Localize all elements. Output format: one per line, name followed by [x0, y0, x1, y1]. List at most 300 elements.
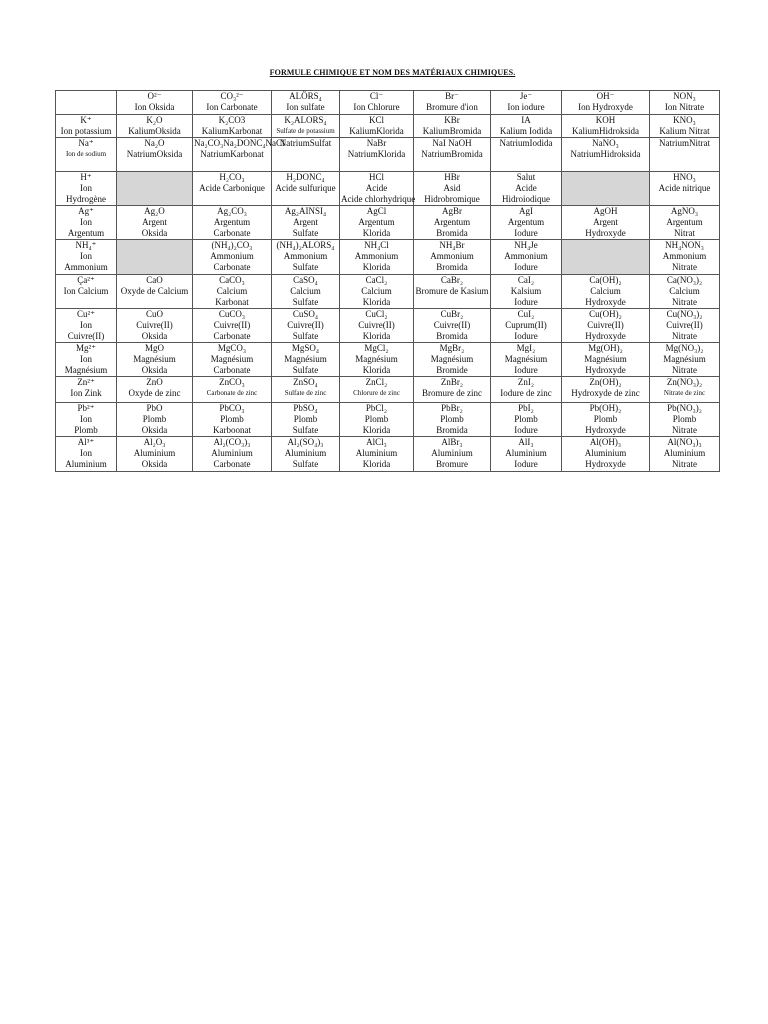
cell-name: Ion Calcium — [63, 286, 109, 296]
cell-formula: Pb(NO₃)₂ — [667, 403, 702, 413]
cell-name: Ammonium — [210, 251, 254, 261]
cell-formula: CaCl₂ — [365, 275, 388, 285]
cell-name: Ion Zink — [70, 388, 102, 398]
cell-name: KaliumKlorida — [349, 126, 404, 136]
table-cell — [562, 115, 650, 138]
cell-name: Ion — [80, 217, 92, 227]
cell-name: Iodure de zinc — [500, 388, 552, 398]
cell-name: Ion Chlorure — [353, 102, 400, 112]
cell-formula: ZnO — [146, 377, 163, 387]
table-cell — [193, 172, 272, 206]
table-cell — [272, 309, 340, 343]
cell-name: Ion — [80, 414, 92, 424]
table-cell — [650, 240, 720, 275]
cell-name: Oksida — [141, 331, 168, 341]
cell-name: Aluminium — [355, 448, 398, 458]
cell-formula: NaBr — [366, 138, 387, 148]
cell-formula: AgBr — [442, 206, 462, 216]
cell-name: Aluminium — [284, 448, 327, 458]
cell-name: Calcium — [361, 286, 392, 296]
cell-name: Oksida — [141, 228, 168, 238]
cell-name: Plomb — [293, 414, 318, 424]
cell-name: Nitrate — [672, 262, 697, 272]
cell-name: Iodure — [514, 262, 538, 272]
cell-name: Bromure de zinc — [422, 388, 482, 398]
cell-name: Hidroiodique — [502, 194, 550, 204]
cell-formula: ZnCl₂ — [365, 377, 388, 387]
table-cell — [491, 437, 562, 472]
cell-name: Magnésium — [430, 354, 474, 364]
cell-name: Argentum — [213, 217, 251, 227]
cell-formula: ZnSO₄ — [293, 377, 318, 387]
cell-name: Bromure d'ion — [426, 102, 478, 112]
cell-name: Bromida — [436, 331, 468, 341]
cell-formula: Pb²⁺ — [77, 403, 95, 413]
cell-name: Acide chlorhydrique — [341, 194, 416, 204]
cell-name: KaliumOksida — [128, 126, 181, 136]
table-cell — [340, 138, 414, 172]
table-row — [56, 403, 720, 437]
cell-name: Plomb — [220, 414, 244, 424]
cell-name: Bromida — [436, 425, 468, 435]
cell-formula: (NH₄)₂CO₃ — [211, 240, 253, 250]
cell-formula: AgNO₃ — [670, 206, 699, 216]
cell-name: Acide — [515, 183, 537, 193]
cell-formula: Cu(NO₃)₂ — [666, 309, 703, 319]
cell-formula: K₂ALORS₄ — [284, 115, 327, 125]
table-cell — [562, 206, 650, 240]
cell-formula: Mg(OH)₂ — [588, 343, 623, 353]
table-row — [56, 115, 720, 138]
cell-name: Kalium Nitrat — [659, 126, 710, 136]
cell-name: Sulfate — [292, 331, 319, 341]
cell-name: Argentum — [433, 217, 471, 227]
cell-name: Klorida — [362, 228, 391, 238]
table-cell — [562, 403, 650, 437]
cell-formula: Ca(NO₃)₂ — [666, 275, 703, 285]
table-cell — [340, 240, 414, 275]
cell-formula: MgCl₂ — [364, 343, 389, 353]
table-cell — [414, 91, 491, 115]
table-cell — [117, 275, 193, 309]
table-cell — [117, 343, 193, 377]
table-cell — [414, 275, 491, 309]
row-header-cell — [56, 343, 117, 377]
cell-name: Argentum — [358, 217, 395, 227]
cell-name: Aluminium — [663, 448, 706, 458]
cell-formula: KBr — [444, 115, 460, 125]
row-header-cell — [56, 240, 117, 275]
table-cell — [562, 343, 650, 377]
table-row — [56, 138, 720, 172]
cell-name: Magnésium — [584, 354, 627, 364]
table-cell — [650, 275, 720, 309]
table-cell — [414, 138, 491, 172]
cell-name: Ion — [80, 448, 92, 458]
table-cell — [117, 115, 193, 138]
cell-formula: CO₃²⁻ — [220, 91, 244, 101]
cell-formula: Na₂CO₃Na₂DONC₄NaCl — [194, 138, 285, 148]
cell-formula: AlBr₃ — [441, 437, 463, 447]
cell-formula: Salut — [516, 172, 536, 182]
table-row — [56, 240, 720, 275]
cell-formula: Je⁻ — [519, 91, 533, 101]
row-header-cell — [56, 437, 117, 472]
cell-name: KaliumKarbonat — [201, 126, 263, 136]
table-cell — [193, 309, 272, 343]
cell-formula: AlI₃ — [518, 437, 534, 447]
cell-name: Acide nitrique — [658, 183, 711, 193]
table-cell — [414, 115, 491, 138]
cell-name: Argentum — [67, 228, 105, 238]
cell-name: Plomb — [514, 414, 538, 424]
table-cell — [562, 138, 650, 172]
cell-formula: ZnCO₃ — [219, 377, 245, 387]
table-row — [56, 343, 720, 377]
cell-name: Sulfate — [292, 459, 319, 469]
table-cell — [272, 437, 340, 472]
cell-name: NatriumKarbonat — [200, 149, 264, 159]
table-cell — [562, 309, 650, 343]
cell-name: NatriumIodida — [499, 138, 553, 148]
cell-formula: CaCO₃ — [219, 275, 245, 285]
table-cell — [117, 377, 193, 403]
table-cell — [650, 172, 720, 206]
table-cell — [193, 240, 272, 275]
table-cell — [562, 91, 650, 115]
table-cell — [272, 275, 340, 309]
cell-name: Acide — [365, 183, 388, 193]
cell-formula: AgCl — [366, 206, 387, 216]
table-cell — [491, 240, 562, 275]
row-header-cell — [56, 172, 117, 206]
cell-name: NatriumSulfat — [279, 138, 332, 148]
cell-formula: Na₂O — [144, 138, 165, 148]
table-cell — [650, 138, 720, 172]
cell-formula: Al³⁺ — [77, 437, 95, 447]
row-header-cell — [56, 275, 117, 309]
cell-formula: NH₄Cl — [364, 240, 389, 250]
cell-name: Iodure — [514, 331, 538, 341]
cell-name: Sulfate de potassium — [276, 127, 335, 135]
cell-name: Magnésium — [663, 354, 706, 364]
cell-name: Plomb — [142, 414, 167, 424]
table-cell — [491, 206, 562, 240]
cell-name: Plomb — [672, 414, 697, 424]
cell-name: Ion Hydroxyde — [578, 102, 633, 112]
cell-formula: NH₄Br — [439, 240, 465, 250]
cell-formula: Cu²⁺ — [77, 309, 95, 319]
row-header-cell — [56, 377, 117, 403]
cell-name: Iodure — [514, 228, 538, 238]
cell-name: Aluminium — [133, 448, 176, 458]
cell-name: Oxyde de Calcium — [120, 286, 189, 296]
table-cell — [117, 91, 193, 115]
cell-name: Bromure — [436, 459, 468, 469]
cell-name: Ion — [80, 183, 92, 193]
cell-formula: Al(OH)₃ — [589, 437, 622, 447]
cell-name: Nitrate — [672, 297, 697, 307]
cell-name: Cuivre(II) — [67, 331, 105, 341]
cell-formula: O²⁻ — [147, 91, 162, 101]
table-cell — [650, 377, 720, 403]
cell-name: Cuivre(II) — [358, 320, 395, 330]
cell-name: Oxyde de zinc — [128, 388, 181, 398]
cell-name: Klorida — [362, 365, 391, 375]
row-header-cell — [56, 309, 117, 343]
cell-name: Bromure de Kasium — [415, 286, 489, 296]
table-cell — [414, 403, 491, 437]
cell-name: Ion Oksida — [134, 102, 175, 112]
cell-formula: HNO₃ — [673, 172, 696, 182]
table-cell — [562, 240, 650, 275]
cell-name: KaliumBromida — [422, 126, 482, 136]
table-cell — [650, 343, 720, 377]
cell-formula: CuSO₄ — [292, 309, 319, 319]
cell-name: KaliumHidroksida — [572, 126, 639, 136]
table-cell — [650, 309, 720, 343]
table-cell — [491, 343, 562, 377]
row-header-cell — [56, 206, 117, 240]
cell-formula: Br⁻ — [445, 91, 459, 101]
cell-formula: Ça²⁺ — [77, 275, 95, 285]
cell-formula: NaI NaOH — [432, 138, 472, 148]
cell-formula: IA — [521, 115, 531, 125]
cell-name: Iodure — [514, 425, 538, 435]
cell-formula: MgCO₃ — [217, 343, 247, 353]
cell-formula: KNO₃ — [673, 115, 696, 125]
cell-name: Hydroxyde — [585, 331, 626, 341]
table-cell — [340, 309, 414, 343]
table-cell — [117, 138, 193, 172]
cell-formula: KCl — [368, 115, 384, 125]
cell-formula: CaI₂ — [517, 275, 535, 285]
cell-name: Nitrate — [672, 365, 697, 375]
table-cell — [650, 91, 720, 115]
cell-formula: Na⁺ — [78, 138, 94, 148]
cell-name: Hydroxyde — [585, 297, 626, 307]
table-cell — [117, 206, 193, 240]
table-cell — [117, 240, 193, 275]
table-cell — [491, 403, 562, 437]
cell-formula: Ag⁺ — [78, 206, 94, 216]
table-cell — [272, 377, 340, 403]
cell-name: Klorida — [362, 262, 391, 272]
table-row — [56, 437, 720, 472]
cell-name: Cuprum(II) — [505, 320, 547, 330]
cell-name: Hydroxyde de zinc — [571, 388, 640, 398]
table-cell — [491, 138, 562, 172]
cell-name: Iodure — [514, 459, 538, 469]
cell-name: NatriumKlorida — [347, 149, 406, 159]
cell-name: Aluminium — [505, 448, 547, 458]
cell-name: Sulfate — [292, 425, 319, 435]
table-cell — [272, 91, 340, 115]
cell-formula: ALÖRS₄ — [289, 91, 322, 101]
cell-name: Oksida — [141, 365, 168, 375]
cell-formula: H₂DONC₄ — [286, 172, 325, 182]
cell-formula: Zn(OH)₂ — [589, 377, 622, 387]
cell-formula: Zn(NO₃)₂ — [666, 377, 703, 387]
cell-formula: H⁺ — [80, 172, 92, 182]
cell-name: Bromida — [436, 262, 468, 272]
cell-name: Argent — [142, 217, 167, 227]
cell-name: Bromida — [436, 228, 468, 238]
cell-name: Cuivre(II) — [213, 320, 251, 330]
table-body — [56, 91, 720, 472]
table-row — [56, 206, 720, 240]
cell-formula: NaNO₃ — [592, 138, 619, 148]
cell-name: Hydroxyde — [585, 365, 626, 375]
cell-formula: CaBr₂ — [440, 275, 464, 285]
cell-name: Plomb — [74, 425, 98, 435]
table-row — [56, 91, 720, 115]
cell-name: Chlorure de zinc — [353, 389, 400, 397]
table-cell — [340, 275, 414, 309]
cell-name: Klorida — [362, 459, 391, 469]
cell-formula: PbO — [146, 403, 163, 413]
cell-name: Ammonium — [662, 251, 707, 261]
cell-name: Ammonium — [283, 251, 328, 261]
cell-name: Klorida — [362, 425, 391, 435]
document-title: FORMULE CHIMIQUE ET NOM DES MATÉRIAUX CHIMIQUES. — [269, 68, 516, 77]
table-cell — [193, 343, 272, 377]
cell-formula: CaO — [146, 275, 163, 285]
cell-name: Cuivre(II) — [287, 320, 324, 330]
cell-formula: AgOH — [593, 206, 618, 216]
cell-name: Klorida — [362, 331, 391, 341]
cell-formula: AlCl₃ — [366, 437, 387, 447]
cell-name: Ammonium — [430, 251, 474, 261]
table-cell — [193, 437, 272, 472]
table-row — [56, 309, 720, 343]
cell-formula: PbCO₃ — [219, 403, 245, 413]
cell-name: Magnésium — [133, 354, 176, 364]
table-cell — [414, 377, 491, 403]
cell-name: Ion — [80, 320, 92, 330]
cell-name: Plomb — [364, 414, 389, 424]
table-cell — [193, 138, 285, 172]
cell-formula: CuI₂ — [517, 309, 535, 319]
row-header-cell — [56, 91, 117, 115]
cell-name: Carbonate — [213, 365, 251, 375]
cell-name: Nitrate — [672, 331, 697, 341]
cell-formula: PbSO₄ — [293, 403, 318, 413]
cell-formula: Mg²⁺ — [76, 343, 96, 353]
table-cell — [272, 172, 340, 206]
cell-formula: Ag₂AINSI₄ — [284, 206, 327, 216]
cell-formula: CaSO₄ — [293, 275, 318, 285]
table-cell — [340, 206, 414, 240]
cell-name: Aluminium — [431, 448, 473, 458]
cell-formula: CuCO₃ — [218, 309, 246, 319]
cell-formula: (NH₄)₂ALORS₄ — [276, 240, 335, 250]
cell-formula: K₂O — [146, 115, 163, 125]
cell-name: Kalsium — [510, 286, 542, 296]
cell-name: NatriumOksida — [126, 149, 183, 159]
cell-name: Carbonate — [213, 331, 251, 341]
cell-name: Hidrobromique — [424, 194, 480, 204]
table-cell — [193, 91, 272, 115]
cell-name: Ion — [80, 354, 92, 364]
cell-name: Magnésium — [210, 354, 254, 364]
table-cell — [340, 403, 414, 437]
table-cell — [272, 240, 340, 275]
cell-name: Oksida — [141, 425, 168, 435]
cell-formula: KOH — [595, 115, 616, 125]
cell-formula: MgI₂ — [516, 343, 536, 353]
cell-name: Ion Nitrate — [664, 102, 705, 112]
table-cell — [491, 275, 562, 309]
cell-name: Calcium — [590, 286, 621, 296]
cell-name: Iodure — [514, 297, 538, 307]
table-cell — [193, 403, 272, 437]
cell-name: NatriumNitrat — [659, 138, 710, 148]
cell-formula: MgO — [144, 343, 164, 353]
cell-name: Ammonium — [504, 251, 548, 261]
cell-formula: Cl⁻ — [369, 91, 384, 101]
table-cell — [117, 403, 193, 437]
table-cell — [491, 309, 562, 343]
cell-name: Hydrogène — [66, 194, 106, 204]
cell-name: Bromide — [436, 365, 468, 375]
cell-name: Carbonate — [213, 262, 251, 272]
cell-name: Sulfate de zinc — [284, 389, 327, 397]
cell-name: Sulfate — [292, 228, 319, 238]
cell-name: Argent — [593, 217, 618, 227]
cell-formula: AgI — [519, 206, 533, 216]
cell-name: Oksida — [141, 459, 168, 469]
table-cell — [414, 240, 491, 275]
table-cell — [650, 437, 720, 472]
cell-formula: Ag₂CO₃ — [217, 206, 247, 216]
cell-formula: Ca(OH)₂ — [589, 275, 622, 285]
cell-name: Nitrate — [672, 459, 697, 469]
cell-name: Ion iodure — [507, 102, 545, 112]
cell-name: Sulfate — [292, 365, 319, 375]
cell-name: Ammonium — [354, 251, 399, 261]
table-cell — [340, 91, 414, 115]
cell-name: Argent — [293, 217, 318, 227]
table-cell — [414, 206, 491, 240]
cell-formula: Zn²⁺ — [77, 377, 95, 387]
cell-formula: MgSO₄ — [291, 343, 320, 353]
cell-formula: Mg(NO₃)₂ — [665, 343, 704, 353]
table-cell — [117, 172, 193, 206]
cell-formula: NH₄Je — [514, 240, 538, 250]
cell-name: NatriumHidroksida — [570, 149, 641, 159]
cell-name: Ion sulfate — [286, 102, 325, 112]
cell-formula: NH₄NON₃ — [665, 240, 704, 250]
cell-name: Magnésium — [504, 354, 548, 364]
row-header-cell — [56, 138, 117, 172]
cell-name: Klorida — [362, 297, 391, 307]
table-cell — [340, 437, 414, 472]
cell-name: Magnésium — [284, 354, 327, 364]
cell-formula: CuCl₂ — [365, 309, 388, 319]
cell-formula: Al₂(SO₄)₃ — [287, 437, 324, 447]
cell-name: Argentum — [507, 217, 545, 227]
cell-name: Plomb — [593, 414, 618, 424]
table-cell — [193, 275, 272, 309]
cell-name: Cuivre(II) — [136, 320, 173, 330]
table-cell — [414, 343, 491, 377]
cell-name: Magnésium — [64, 365, 108, 375]
cell-name: Calcium — [669, 286, 700, 296]
cell-name: Hydroxyde — [585, 425, 626, 435]
table-cell — [491, 172, 562, 206]
table-cell — [272, 343, 340, 377]
